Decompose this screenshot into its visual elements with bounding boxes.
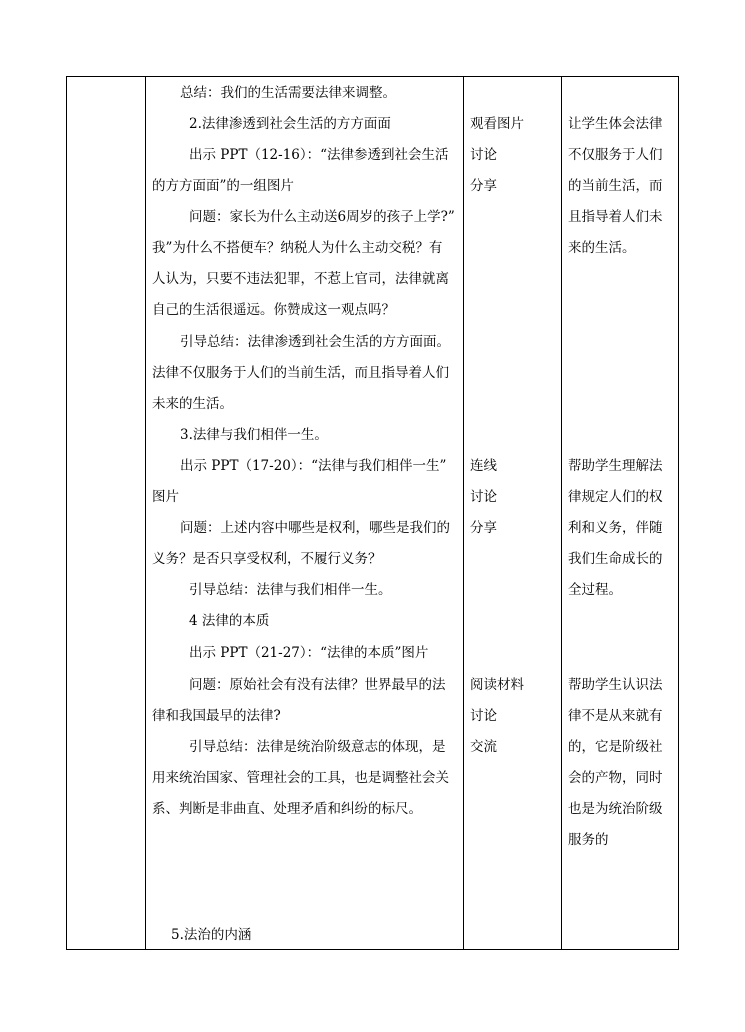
- intent-line: 律不是从来就有: [568, 708, 663, 724]
- activity-line: 观看图片: [470, 116, 524, 132]
- text-line: 引导总结：法律是统治阶级意志的体现，是: [189, 739, 446, 755]
- intent-line: 会的产物，同时: [568, 770, 663, 786]
- column-divider-1: [145, 77, 146, 949]
- intent-line: 律规定人们的权: [568, 489, 663, 505]
- column-divider-3: [561, 77, 562, 949]
- text-line: 系、判断是非曲直、处理矛盾和纠纷的标尺。: [152, 801, 422, 817]
- intent-line: 全过程。: [568, 582, 622, 598]
- activity-line: 讨论: [470, 147, 497, 163]
- intent-line: 的，它是阶级社: [568, 739, 663, 755]
- text-line: 引导总结：法律渗透到社会生活的方方面面。: [180, 334, 450, 350]
- intent-line: 不仅服务于人们: [568, 147, 663, 163]
- text-line: 问题：上述内容中哪些是权利，哪些是我们的: [180, 520, 450, 536]
- text-line: 问题：原始社会有没有法律？世界最早的法: [189, 677, 446, 693]
- text-line: 出示 PPT（12-16）：“法律参透到社会生活: [189, 147, 449, 163]
- intent-line: 我们生命成长的: [568, 551, 663, 567]
- text-line: 律和我国最早的法律?: [152, 708, 281, 724]
- text-line: 的方方面面”的一组图片: [152, 178, 294, 194]
- text-line: 出示 PPT（21-27）：“法律的本质”图片: [189, 645, 429, 661]
- section-2-heading: 2.法律渗透到社会生活的方方面面: [189, 116, 391, 132]
- section-3-heading: 3.法律与我们相伴一生。: [180, 427, 328, 443]
- text-line: 我”为什么不搭便车？纳税人为什么主动交税？有: [152, 240, 443, 256]
- activity-line: 连线: [470, 458, 497, 474]
- section-5-heading: 5.法治的内涵: [171, 927, 252, 943]
- text-line: 出示 PPT（17-20）：“法律与我们相伴一生”: [180, 458, 447, 474]
- activity-line: 讨论: [470, 708, 497, 724]
- intent-line: 也是为统治阶级: [568, 801, 663, 817]
- text-line: 自己的生活很遥远。你赞成这一观点吗？: [152, 302, 395, 318]
- text-line: 义务？是否只享受权利，不履行义务？: [152, 551, 382, 567]
- intent-line: 利和义务，伴随: [568, 520, 663, 536]
- text-line: 用来统治国家、管理社会的工具，也是调整社会关: [152, 770, 449, 786]
- intent-line: 的当前生活，而: [568, 178, 663, 194]
- text-line: 图片: [152, 489, 179, 505]
- summary-line: 总结：我们的生活需要法律来调整。: [180, 85, 396, 101]
- intent-line: 来的生活。: [568, 240, 636, 256]
- intent-line: 服务的: [568, 832, 609, 848]
- activity-line: 分享: [470, 520, 497, 536]
- activity-line: 讨论: [470, 489, 497, 505]
- text-line: 法律不仅服务于人们的当前生活，而且指导着人们: [152, 365, 449, 381]
- section-4-heading: 4 法律的本质: [189, 613, 270, 629]
- activity-line: 交流: [470, 739, 497, 755]
- text-line: 引导总结：法律与我们相伴一生。: [189, 582, 392, 598]
- text-line: 人认为，只要不违法犯罪，不惹上官司，法律就离: [152, 271, 449, 287]
- text-line: 问题：家长为什么主动送6周岁的孩子上学?”: [189, 209, 455, 225]
- column-divider-2: [463, 77, 464, 949]
- intent-line: 让学生体会法律: [568, 116, 663, 132]
- intent-line: 帮助学生认识法: [568, 677, 663, 693]
- text-line: 未来的生活。: [152, 396, 233, 412]
- activity-line: 阅读材料: [470, 677, 524, 693]
- activity-line: 分享: [470, 178, 497, 194]
- intent-line: 帮助学生理解法: [568, 458, 663, 474]
- intent-line: 且指导着人们未: [568, 209, 663, 225]
